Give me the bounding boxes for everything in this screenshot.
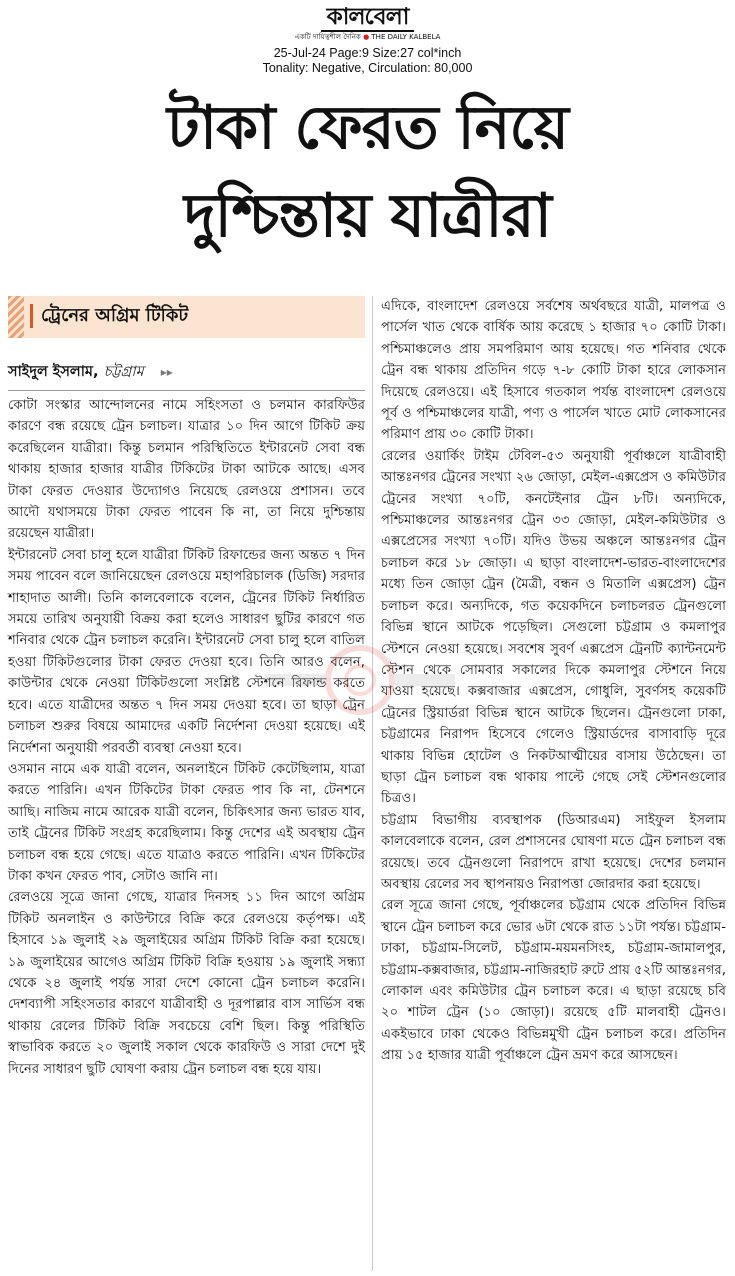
kicker-box (8, 296, 365, 338)
clipping-meta (0, 46, 735, 76)
masthead-tagline (0, 33, 735, 42)
byline (8, 362, 365, 391)
paragraph: রেলের ওয়ার্কিং টাইম টেবিল-৫৩ অনুযায়ী পূর্বাঞ্চলে যাত্রীবাহী আন্তঃনগর ট্রেনের সংখ্যা ২৬ জোড়া, মেইল-এক্সপ্রেস ও কমিউটার ট্রেনের সংখ্যা ৭০টি, কনটেইনার ট্রেন ৮টি। অন্যদিকে, পশ্চিমাঞ্চলের আন্তঃনগর ট্রেন ৩৩ জোড়া, মেইল-কমিউটার ও এক্সপ্রেসের সংখ্যা ৭০টি। যদিও উভয় অঞ্চলে আন্তঃনগর ট্রেন চলাচল করে ১৮ জোড়া। এ ছাড়া বাংলাদেশ-ভারত-বাংলাদেশের মধ্যে তিন জোড়া ট্রেন (মৈত্রী, বন্ধন ও মিতালি এক্সপ্রেস) ট্রেন চলাচল করে। অন্যদিকে, গত কয়েকদিনে চলাচলরত ট্রেনগুলো বিভিন্ন স্থানে আটকে পড়েছিল। সেগুলো চট্টগ্রাম ও কমলাপুর স্টেশনে নেওয়া হয়েছে। সবশেষ সুবর্ণ এক্সপ্রেস ট্রেনটি ক্যান্টনমেন্ট স্টেশন থেকে সোমবার সকালের দিকে কমলাপুর স্টেশনে নিয়ে যাওয়া হয়েছে। কক্সবাজার এক্সপ্রেস, গোধুলি, সুবর্ণসহ কয়েকটি ট্রেনের স্ট্রিয়ার্ডরা বিভিন্ন স্থানে আটকে ছিলেন। ট্রেনগুলো ঢাকা, চট্টগ্রামের নিরাপদ হিসেবে গেলেও স্ট্রিয়ার্ডদের বাসাবাড়ি দূরে থাকায় বিভিন্ন হোটেল ও নিকটআত্মীয়ের বাসায় উঠেছেন। তা ছাড়া ট্রেন চলাচল বন্ধ থাকায় পাল্টে গেছে সেই স্টেশনগুলোর চিত্রও। (381, 448, 726, 807)
article-column-right (381, 296, 726, 1067)
newspaper-logo: কালবেলা (321, 4, 415, 32)
headline-line-2: দুশ্চিন্তায় যাত্রীরা (184, 181, 551, 251)
byline-author: সাইদুল ইসলাম, (8, 364, 99, 380)
byline-arrow-icon: ▸▸ (160, 365, 173, 379)
paragraph: চট্টগ্রাম বিভাগীয় ব্যবস্থাপক (ডিআরএম) সাইফুল ইসলাম কালবেলাকে বলেন, রেল প্রশাসনের ঘোষণা মতে ট্রেন চলাচল বন্ধ রয়েছে। তবে ট্রেনগুলো নিরাপদে রাখা হয়েছে। দেশের চলমান অবস্থায় রেলের সব স্থাপনায়ও নিরাপত্তা জোরদার করা হয়েছে। (381, 812, 726, 892)
paragraph: কোটা সংস্কার আন্দোলনের নামে সহিংসতা ও চলমান কারফিউর কারণে বন্ধ রয়েছে ট্রেন চলাচল। যাত্রার ১০ দিন আগে টিকিট ক্রয় করেছিলেন যাত্রীরা। কিন্তু চলমান পরিস্থিতিতে ইন্টারনেট সেবা বন্ধ থাকায় হাজার হাজার যাত্রীর টিকিটের টাকা আটকে আছে। এসব টাকা ফেরত দেওয়ার উদ্যোগও নিয়েছে রেলওয়ে প্রশাসন। তবে আদৌ যথাসময়ে টাকা ফেরত পাবেন কি না, তা নিয়ে দুশ্চিন্তায় রয়েছেন যাত্রীরা। (8, 398, 365, 542)
meta-line-tonality: Tonality: Negative, Circulation: 80,000 (262, 61, 473, 75)
tagline-english: THE DAILY KALBELA (371, 33, 441, 41)
article-column-left (8, 296, 365, 1080)
paragraph: ওসমান নামে এক যাত্রী বলেন, অনলাইনে টিকিট কেটেছিলাম, যাত্রা করতে পারিনি। এখন টিকিটের টাকা ফেরত পাব কি না, টেনশনে আছি। নাজিম নামে আরেক যাত্রী বলেন, চিকিৎসার জন্য ভারত যাব, তাই ট্রেনের টিকিট সংগ্রহ করেছিলাম। কিন্তু দেশের এই অবস্থায় ট্রেন চলাচল বন্ধ হয়ে গেছে। এতে যাত্রাও করতে পারিনি। এখন টিকিটের টাকা কখন ফেরত পাব, সেটাও জানি না। (8, 761, 365, 884)
headline (0, 84, 735, 260)
paragraph: ইন্টারনেট সেবা চালু হলে যাত্রীরা টিকিট রিফান্ডের জন্য অন্তত ৭ দিন সময় পাবেন বলে জানিয়েছেন রেলওয়ে মহাপরিচালক (ডিজি) সরদার শাহাদাত আলী। তিনি কালবেলাকে বলেন, ট্রেনের টিকিট নির্ধারিত সময়ে তারিখ অনুযায়ী বিক্রয় করা হলেও সাধারণ ছুটির কারণে গত শনিবার থেকে ট্রেন চলাচল করেনি। ইন্টারনেট সেবা চালু হলে বাতিল হওয়া টিকিটগুলোর টাকা ফেরত দেওয়া হবে। তিনি আরও বলেন, কাউন্টার থেকে নেওয়া টিকিটগুলো সংশ্লিষ্ট স্টেশনে রিফান্ড করতে হবে। এতে যাত্রীদের অন্তত ৭ দিন সময় দেওয়া হবে। তা ছাড়া ট্রেন চলাচল শুরুর বিষয়ে আমাদের একটি নির্দেশনা দেওয়া হয়েছে। এই নির্দেশনা অনুযায়ী পরবর্তী ব্যবস্থা নেওয়া হবে। (8, 547, 365, 756)
kicker-pattern (8, 296, 24, 338)
masthead (0, 4, 735, 42)
paragraph: রেলওয়ে সূত্রে জানা গেছে, যাত্রার দিনসহ ১১ দিন আগে অগ্রিম টিকিট অনলাইন ও কাউন্টারে বিক্রি করে রেলওয়ে কর্তৃপক্ষ। এই হিসাবে ১৯ জুলাই ২৯ জুলাইয়ের অগ্রিম টিকিট বিক্রি করা হয়েছে। ১৯ জুলাইয়ের আগেও অগ্রিম টিকিট বিক্রি হওয়ায় ১৯ জুলাই সন্ধ্যা থেকে ২৪ জুলাই পর্যন্ত সারা দেশে কোনো ট্রেন চলাচল করেনি। দেশব্যাপী সহিংসতার কারণে যাত্রীবাহী ও দূরপাল্লার বাস সার্ভিস বন্ধ থাকায় রেলের টিকিট বিক্রি সবচেয়ে বেশি ছিল। কিন্তু পরিস্থিতি স্বাভাবিক করতে ২০ জুলাই সকাল থেকে কারফিউ ও সারা দেশে দুই দিনের সাধারণ ছুটি ঘোষণা করায় ট্রেন চলাচল বন্ধ হয়ে যায়। (8, 890, 365, 1077)
kicker-text: ট্রেনের অগ্রিম টিকিট (30, 304, 188, 328)
byline-location: চট্টগ্রাম (103, 364, 144, 380)
headline-line-1: টাকা ফেরত নিয়ে (167, 93, 568, 163)
column-divider (372, 296, 373, 1271)
paragraph: এদিকে, বাংলাদেশ রেলওয়ে সর্বশেষ অর্থবছরে যাত্রী, মালপত্র ও পার্সেল খাত থেকে বার্ষিক আয় করেছে ১ হাজার ৭০ কোটি টাকা। পশ্চিমাঞ্চলেও প্রায় সমপরিমাণ আয় হয়েছে। গত শনিবার থেকে ট্রেন বন্ধ থাকায় প্রতিদিন গড়ে ৭-৮ কোটি টাকা হারে লোকসান দিয়েছে রেলওয়ে। এই হিসাবে গতকাল পর্যন্ত বাংলাদেশ রেলওয়ে পূর্ব ও পশ্চিমাঞ্চলের যাত্রী, পণ্য ও পার্সেল খাতে মোট লোকসানের পরিমাণ প্রায় ৩০ কোটি টাকা। (381, 299, 726, 443)
meta-line-page: 25-Jul-24 Page:9 Size:27 col*inch (273, 46, 462, 60)
tagline-bangla: একটি দায়িত্বশীল দৈনিক (294, 33, 361, 41)
paragraph: রেল সূত্রে জানা গেছে, পূর্বাঞ্চলের চট্টগ্রাম থেকে প্রতিদিন বিভিন্ন স্থানে ট্রেন চলাচল করে ভোর ৬টা থেকে রাত ১১টা পর্যন্ত। চট্টগ্রাম-ঢাকা, চট্টগ্রাম-সিলেট, চট্টগ্রাম-ময়মনসিংহ, চট্টগ্রাম-জামালপুর, চট্টগ্রাম-কক্সবাজার, চট্টগ্রাম-নাজিরহাট রুটে প্রায় ৫২টি আন্তঃনগর, লোকাল এবং কমিউটার ট্রেন চলাচল করে। এ ছাড়া রয়েছে চবি ২০ শাটল ট্রেন (১০ জোড়া)। রয়েছে ৫টি মালবাহী ট্রেনও। একইভাবে ঢাকা থেকেও বিভিন্নমুখী ট্রেন চলাচল করে। প্রতিদিন প্রায় ১৫ হাজার যাত্রী পূর্বাঞ্চলে ট্রেন ভ্রমণ করে আসছেন। (381, 898, 726, 1064)
tagline-dot-icon: ● (363, 33, 370, 41)
